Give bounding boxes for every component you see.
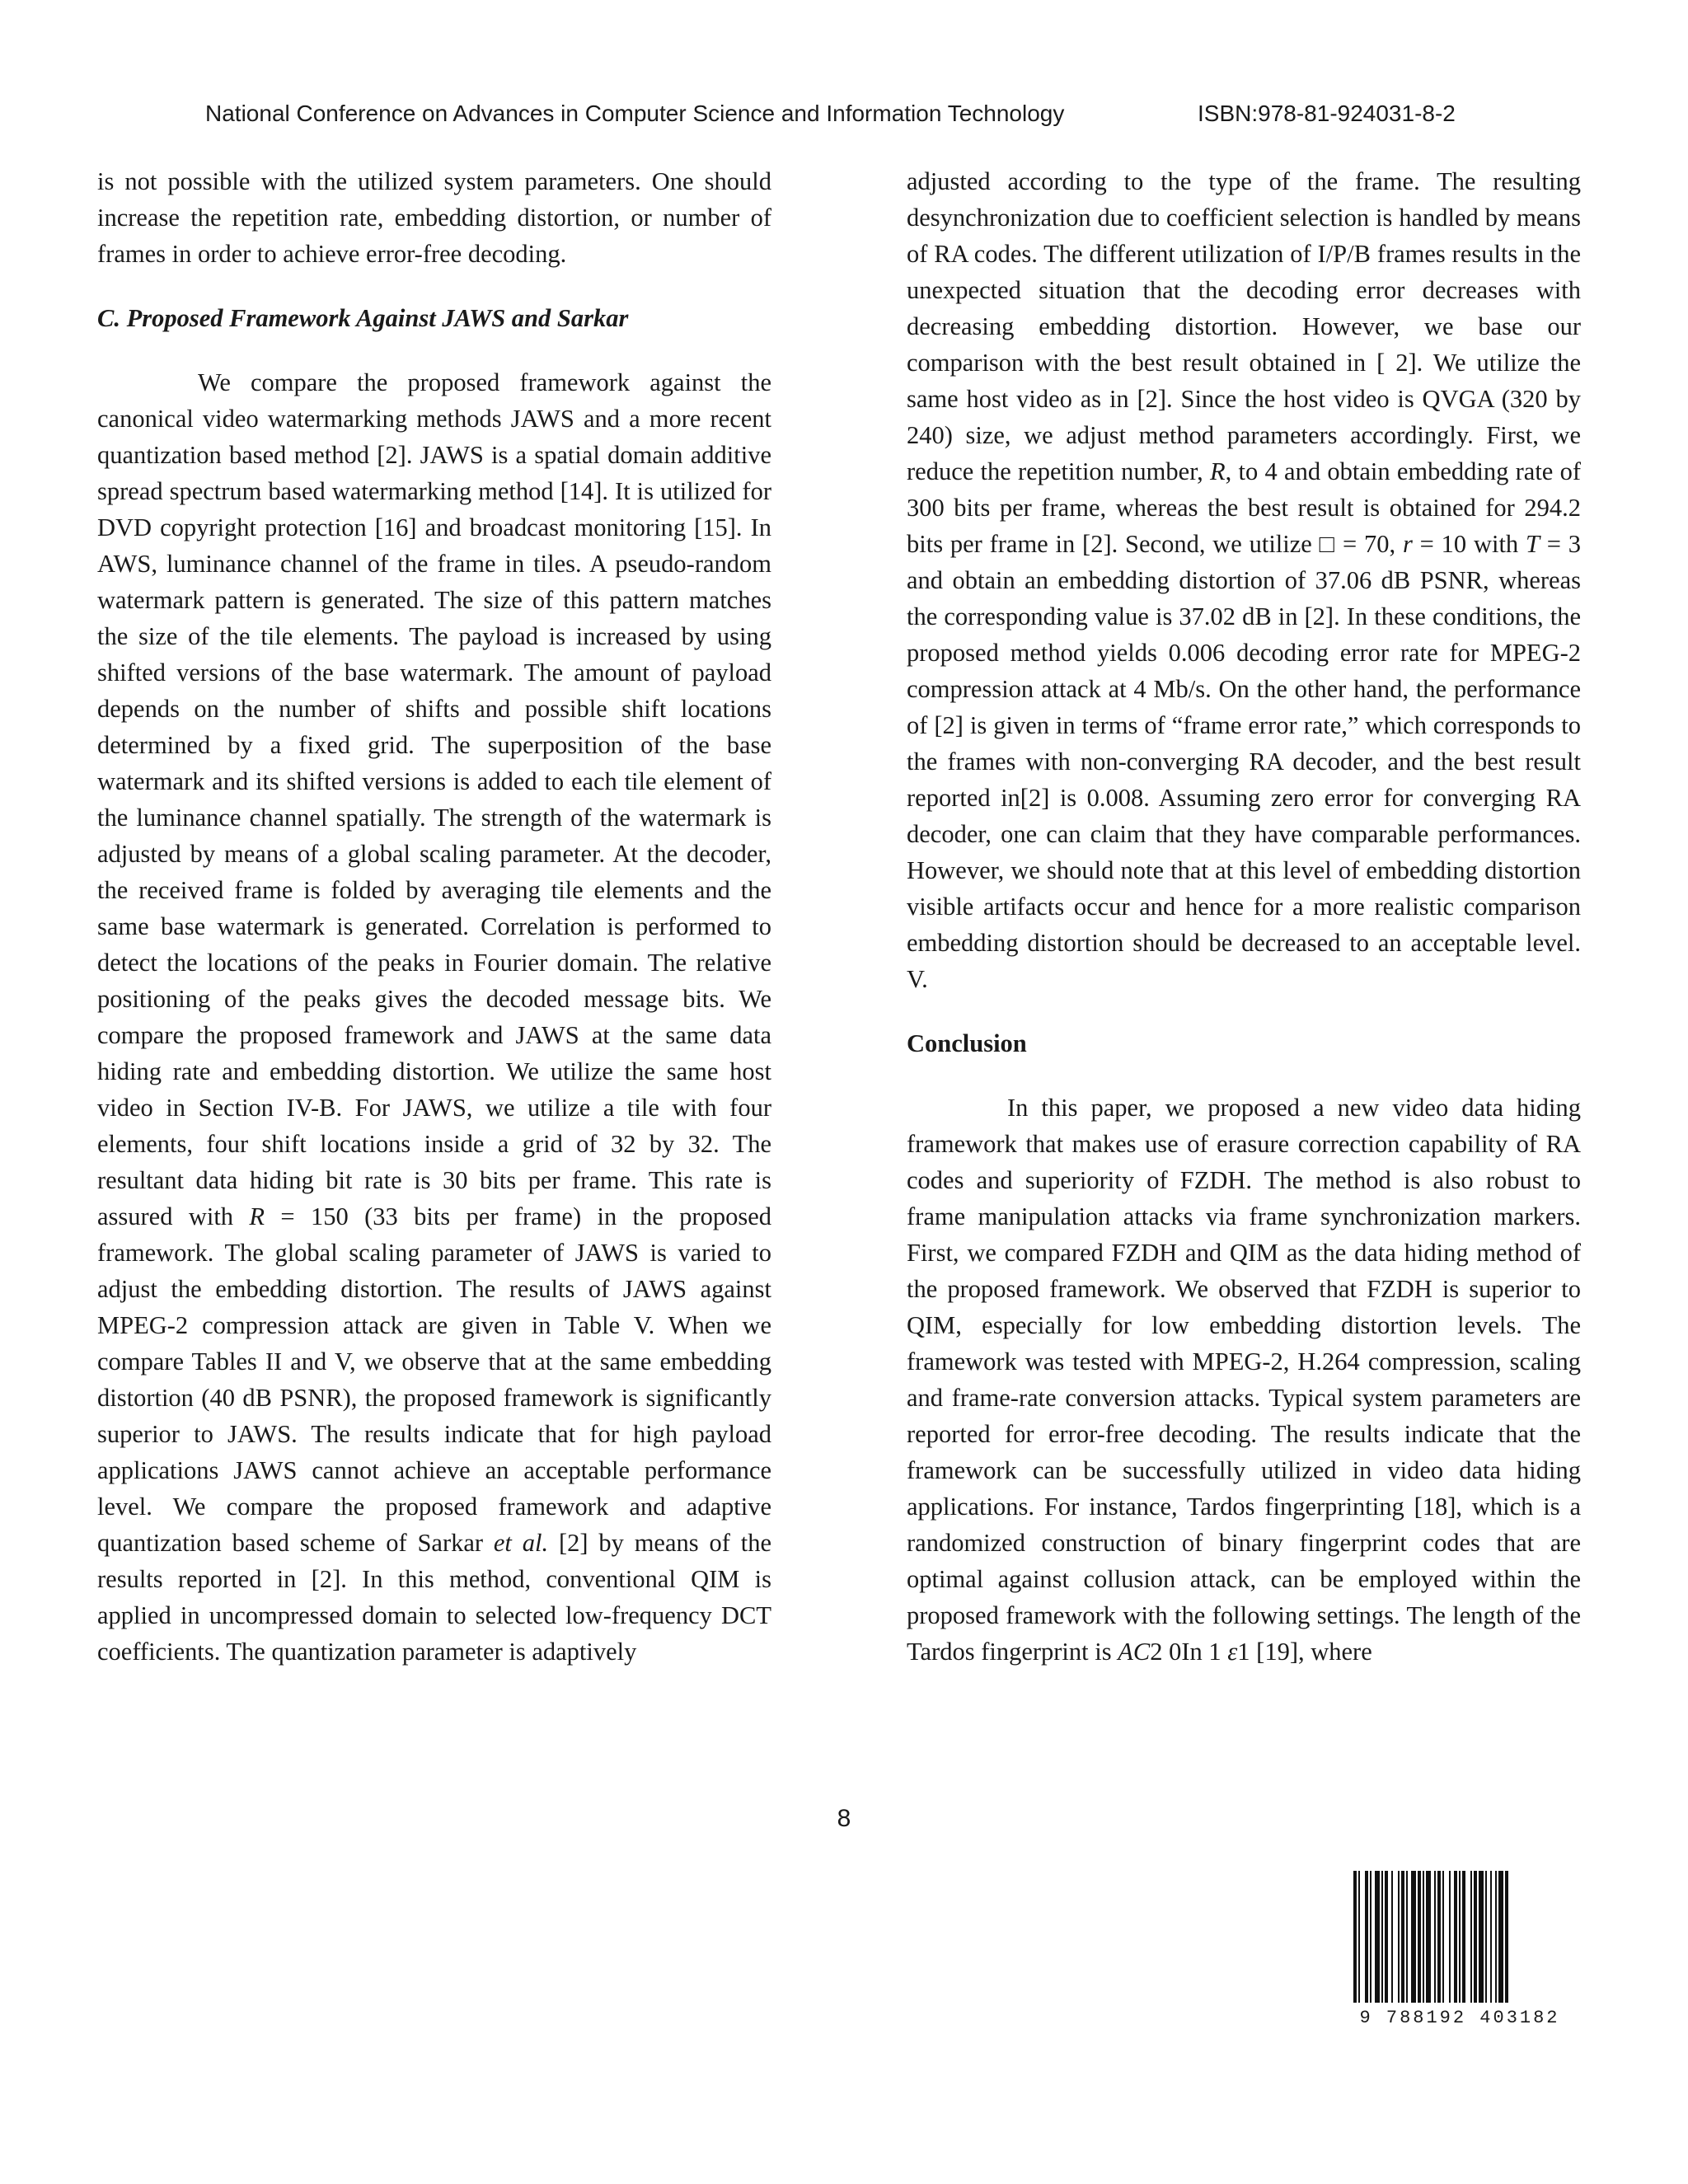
barcode-bar	[1411, 1871, 1416, 2003]
var-R: R	[1210, 457, 1226, 485]
intro-paragraph: is not possible with the utilized system parameters. One should increase the repetition rate, embedding distortion, or number of frames in order to achieve error-free decoding.	[97, 167, 771, 268]
barcode-bar	[1423, 1871, 1424, 2003]
var-epsilon: ε	[1227, 1638, 1238, 1666]
barcode-bar	[1391, 1871, 1393, 2003]
var-R: R	[249, 1202, 265, 1230]
barcode-bar	[1470, 1871, 1472, 2003]
barcode-bar	[1370, 1871, 1372, 2003]
barcode-bar	[1485, 1871, 1487, 2003]
barcode-bar	[1385, 1871, 1388, 2003]
barcode-bar	[1418, 1871, 1421, 2003]
barcode-bar	[1462, 1871, 1465, 2003]
jaws-text-c: [2] by means of the results reported in [2]. In this method, conventional QIM is applied in uncompressed domain to selected low-frequency DCT coefficients. The quantization parameter is adaptively	[97, 1529, 771, 1666]
barcode-bar	[1365, 1871, 1368, 2003]
sarkar-text-a: adjusted according to the type of the frame. The resulting desynchronization due to coefficient selection is handled by means of RA codes. The different utilization of I/P/B frames results in the unexpected situation that the decoding error decreases with decreasing embedding distortion. However, we base our comparison with the best result obtained in [ 2]. We utilize the same host video as in [2]. Since the host video is QVGA (320 by 240) size, we adjust method parameters accordingly. First, we reduce the repetition number,	[907, 167, 1581, 485]
barcode-bar	[1358, 1871, 1360, 2003]
barcode-bar	[1490, 1871, 1492, 2003]
jaws-paragraph	[97, 364, 771, 1670]
conference-title: National Conference on Advances in Computer Science and Information Technology	[205, 101, 1065, 126]
barcode-bar	[1459, 1871, 1461, 2003]
jaws-text-a: We compare the proposed framework against the canonical video watermarking methods JAWS and a more recent quantization based method [2]. JAWS is a spatial domain additive spread spectrum based watermarking method [14]. It is utilized for DVD copyright protection [16] and broadcast monitoring [15]. In AWS, luminance channel of the frame in tiles. A pseudo-random watermark pattern is generated. The size of this pattern matches the size of the tile elements. The payload is increased by using shifted versions of the base watermark. The amount of payload depends on the number of shifts and possible shift locations determined by a fixed grid. The superposition of the base watermark and its shifted versions is added to each tile element of the luminance channel spatially. The strength of the watermark is adjusted by means of a global scaling parameter. At the decoder, the received frame is folded by averaging tile elements and the same base watermark is generated. Correlation is performed to detect the locations of the peaks in Fourier domain. The relative positioning of the peaks gives the decoded message bits. We compare the proposed framework and JAWS at the same data hiding rate and embedding distortion. We utilize the same host video in Section IV-B. For JAWS, we utilize a tile with four elements, four shift locations inside a grid of 32 by 32. The resultant data hiding bit rate is 30 bits per frame. This rate is assured with	[97, 368, 771, 1230]
sarkar-text-c: = 10 with	[1412, 530, 1526, 558]
running-header	[0, 97, 1688, 135]
right-column	[907, 163, 1581, 1670]
sarkar-text-d: = 3 and obtain an embedding distortion of 37.06 dB PSNR, whereas the corresponding value is 37.02 dB in [2]. In these conditions, the proposed method yields 0.006 decoding error rate for MPEG-2 compression attack at 4 Mb/s. On the other hand, the performance of [2] is given in terms of “frame error rate,” which corresponds to the frames with non-converging RA decoder, and the best result reported in[2] is 0.008. Assuming zero error for converging RA decoder, one can claim that they have comparable performances. However, we should note that at this level of embedding distortion visible artifacts occur and hence for a more realistic comparison embedding distortion should be decreased to an acceptable level. V.	[907, 530, 1582, 993]
et-al: et al.	[493, 1529, 549, 1557]
barcode-bar	[1434, 1871, 1436, 2003]
section-heading-c: C. Proposed Framework Against JAWS and Sarkar	[97, 304, 629, 332]
sarkar-paragraph	[907, 163, 1581, 997]
page-number: 8	[837, 1805, 851, 1832]
barcode-bar	[1454, 1871, 1457, 2003]
var-AC: AC	[1118, 1638, 1151, 1666]
barcode-bar	[1381, 1871, 1383, 2003]
barcode-bar	[1498, 1871, 1503, 2003]
left-column	[97, 163, 771, 1670]
barcode-bar	[1495, 1871, 1497, 2003]
conclusion-heading: Conclusion	[907, 1029, 1027, 1057]
barcode-bar	[1426, 1871, 1431, 2003]
sarkar-text-b: , to 4 and obtain embedding rate of 300 bits per frame, whereas the best result is obtained for 294.2 bits per frame in [2]. Second, we utilize □ = 70,	[907, 457, 1581, 558]
jaws-text-b: = 150 (33 bits per frame) in the proposed framework. The global scaling parameter of JAWS is varied to adjust the embedding distortion. The results of JAWS against MPEG-2 compression attack are given in Table V. When we compare Tables II and V, we observe that at the same embedding distortion (40 dB PSNR), the proposed framework is significantly superior to JAWS. The results indicate that for high payload applications JAWS cannot achieve an acceptable performance level. We compare the proposed framework and adaptive quantization based scheme of Sarkar	[97, 1202, 771, 1557]
isbn-barcode	[1352, 1871, 1568, 2003]
var-T: T	[1525, 530, 1540, 558]
var-r: r	[1402, 530, 1413, 558]
conclusion-text-c: 1 [19], where	[1237, 1638, 1372, 1666]
barcode-digits: 9 788192 403182	[1359, 2008, 1560, 2028]
barcode-bar	[1474, 1871, 1477, 2003]
barcode-bar	[1449, 1871, 1451, 2003]
barcode-bar	[1442, 1871, 1444, 2003]
isbn-label: ISBN:978-81-924031-8-2	[1198, 101, 1456, 126]
barcode-bar	[1398, 1871, 1400, 2003]
conclusion-text-b: 2 0In 1	[1150, 1638, 1228, 1666]
barcode-bar	[1375, 1871, 1380, 2003]
barcode-bar	[1401, 1871, 1404, 2003]
barcode-bar	[1437, 1871, 1441, 2003]
barcode-bar	[1505, 1871, 1508, 2003]
barcode-bar	[1353, 1871, 1357, 2003]
conclusion-paragraph	[907, 1090, 1581, 1670]
conclusion-text-a: In this paper, we proposed a new video data hiding framework that makes use of erasure correction capability of RA codes and superiority of FZDH. The method is also robust to frame manipulation attacks via frame synchronization markers. First, we compared FZDH and QIM as the data hiding method of the proposed framework. We observed that FZDH is superior to QIM, especially for low embedding distortion levels. The framework was tested with MPEG-2, H.264 compression, scaling and frame-rate conversion attacks. Typical system parameters are reported for error-free decoding. The results indicate that the framework can be successfully utilized in video data hiding applications. For instance, Tardos fingerprinting [18], which is a randomized construction of binary fingerprint codes that are optimal against collusion attack, can be employed within the proposed framework with the following settings. The length of the Tardos fingerprint is	[907, 1094, 1581, 1666]
barcode-bar	[1479, 1871, 1484, 2003]
barcode-bar	[1406, 1871, 1408, 2003]
